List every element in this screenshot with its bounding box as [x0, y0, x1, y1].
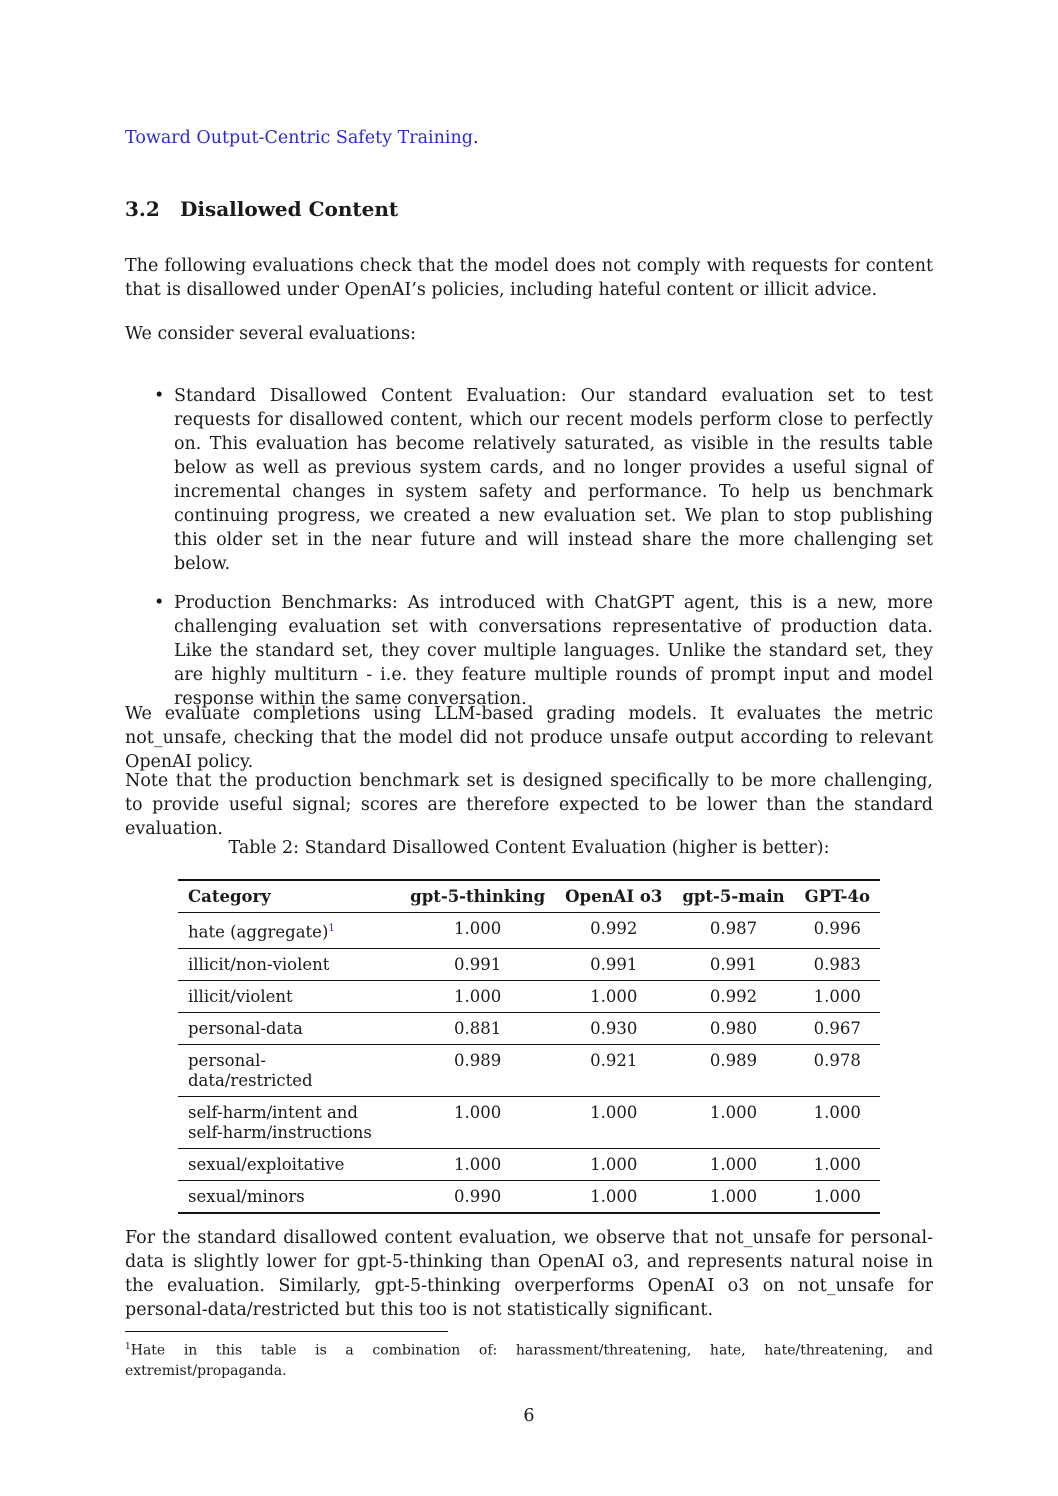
category-cell: [178, 913, 400, 949]
column-header: gpt-5-main: [682, 887, 785, 906]
footnote-divider: [125, 1331, 448, 1332]
bullet-icon: •: [154, 593, 165, 613]
category-label: hate (aggregate): [188, 922, 329, 942]
category-cell: illicit/violent: [188, 986, 293, 1006]
value-cell: 0.989: [454, 1050, 502, 1070]
category-cell: self-harm/intent and self-harm/instructions: [188, 1102, 372, 1142]
value-cell: 0.991: [709, 954, 758, 974]
grading-paragraph: We evaluate completions using LLM-based grading models. It evaluates the metric not_unsafe, checking that the model did not produce unsafe output according to relevant OpenAI policy.: [125, 704, 933, 772]
table-row: [178, 1096, 880, 1148]
column-header: Category: [188, 887, 271, 906]
list-item: [150, 591, 933, 711]
value-cell: 0.991: [590, 954, 638, 974]
value-cell: 1.000: [590, 986, 638, 1006]
results-table: [178, 879, 880, 1214]
table-row: [178, 1148, 880, 1180]
table-row: [178, 980, 880, 1012]
value-cell: 0.967: [813, 1018, 861, 1038]
value-cell: 0.983: [813, 954, 861, 974]
value-cell: 1.000: [454, 1154, 502, 1174]
value-cell: 1.000: [813, 1186, 861, 1206]
value-cell: 1.000: [590, 1154, 638, 1174]
column-header: gpt-5-thinking: [410, 887, 546, 906]
value-cell: 1.000: [813, 986, 861, 1006]
table-row: [178, 913, 880, 949]
value-cell: 0.991: [454, 954, 502, 974]
value-cell: 0.978: [813, 1050, 861, 1070]
table-row: [178, 1180, 880, 1213]
value-cell: 1.000: [590, 1186, 638, 1206]
footnote-text: Hate in this table is a combination of: harassment/threatening, hate, hate/threatening, and extremist/propaganda.: [125, 1342, 933, 1379]
section-heading: [125, 196, 933, 222]
value-cell: 0.987: [709, 919, 758, 938]
consider-paragraph: We consider several evaluations:: [125, 324, 416, 344]
value-cell: 1.000: [454, 986, 502, 1006]
page-number: 6: [523, 1406, 535, 1426]
footnote: [125, 1337, 933, 1381]
column-header: OpenAI o3: [565, 887, 663, 906]
bullet-icon: •: [154, 386, 165, 406]
value-cell: 0.996: [813, 919, 861, 938]
list-item: [150, 384, 933, 576]
link-trailing-punctuation: .: [472, 128, 479, 148]
reference-link[interactable]: Toward Output-Centric Safety Training: [125, 128, 473, 148]
category-cell: personal-data: [188, 1018, 303, 1038]
footnote-mark[interactable]: 1: [328, 923, 335, 934]
value-cell: 1.000: [454, 919, 502, 938]
list-item-text: Standard Disallowed Content Evaluation: Our standard evaluation set to test requests for disallowed content, which our recent models perform close to perfectly on. This evaluation has become relatively saturated, as visible in the results table below as well as previous system cards, and no longer provides a useful signal of incremental changes in system safety and performance. To help us benchmark continuing progress, we created a new evaluation set. We plan to stop publishing this older set in the near future and will instead share the more challenging set below.: [174, 386, 933, 574]
value-cell: 1.000: [454, 1102, 502, 1122]
value-cell: 0.921: [590, 1050, 638, 1070]
observation-paragraph: For the standard disallowed content evaluation, we observe that not_unsafe for personal-data is slightly lower for gpt-5-thinking than OpenAI o3, and represents natural noise in the evaluation. Similarly, gpt-5-thinking overperforms OpenAI o3 on not_unsafe for personal-data/restricted but this too is not statistically significant.: [125, 1228, 933, 1320]
footnote-number: 1: [125, 1342, 131, 1352]
value-cell: 0.930: [590, 1018, 638, 1038]
value-cell: 0.980: [709, 1018, 758, 1038]
value-cell: 0.992: [709, 986, 758, 1006]
table-row: [178, 948, 880, 980]
note-paragraph: Note that the production benchmark set is designed specifically to be more challenging, to provide useful signal; scores are therefore expected to be lower than the standard evaluation.: [125, 771, 933, 839]
value-cell: 1.000: [709, 1102, 758, 1122]
value-cell: 0.989: [709, 1050, 758, 1070]
value-cell: 1.000: [813, 1102, 861, 1122]
table-caption: Table 2: Standard Disallowed Content Evaluation (higher is better):: [228, 838, 830, 858]
category-cell: sexual/exploitative: [188, 1154, 345, 1174]
column-header: GPT-4o: [804, 887, 870, 906]
section-title: Disallowed Content: [180, 197, 399, 221]
value-cell: 1.000: [709, 1186, 758, 1206]
value-cell: 0.990: [454, 1186, 502, 1206]
value-cell: 1.000: [709, 1154, 758, 1174]
table-row: [178, 1012, 880, 1044]
link-line: [125, 126, 933, 150]
list-item-text: Production Benchmarks: As introduced with ChatGPT agent, this is a new, more challenging evaluation set with conversations representative of production data. Like the standard set, they cover multiple languages. Unlike the standard set, they are highly multiturn - i.e. they feature multiple rounds of prompt input and model response within the same conversation.: [174, 593, 933, 709]
value-cell: 1.000: [590, 1102, 638, 1122]
table-row: [178, 1044, 880, 1096]
category-cell: personal-data/restricted: [188, 1050, 313, 1090]
section-number: 3.2: [125, 197, 160, 221]
value-cell: 1.000: [813, 1154, 861, 1174]
evaluation-list: [150, 384, 933, 726]
intro-paragraph: The following evaluations check that the model does not comply with requests for content that is disallowed under OpenAI’s policies, including hateful content or illicit advice.: [125, 256, 933, 300]
value-cell: 0.992: [590, 919, 638, 938]
value-cell: 0.881: [454, 1018, 502, 1038]
category-cell: illicit/non-violent: [188, 954, 330, 974]
category-cell: sexual/minors: [188, 1186, 305, 1206]
table-header-row: [178, 880, 880, 913]
